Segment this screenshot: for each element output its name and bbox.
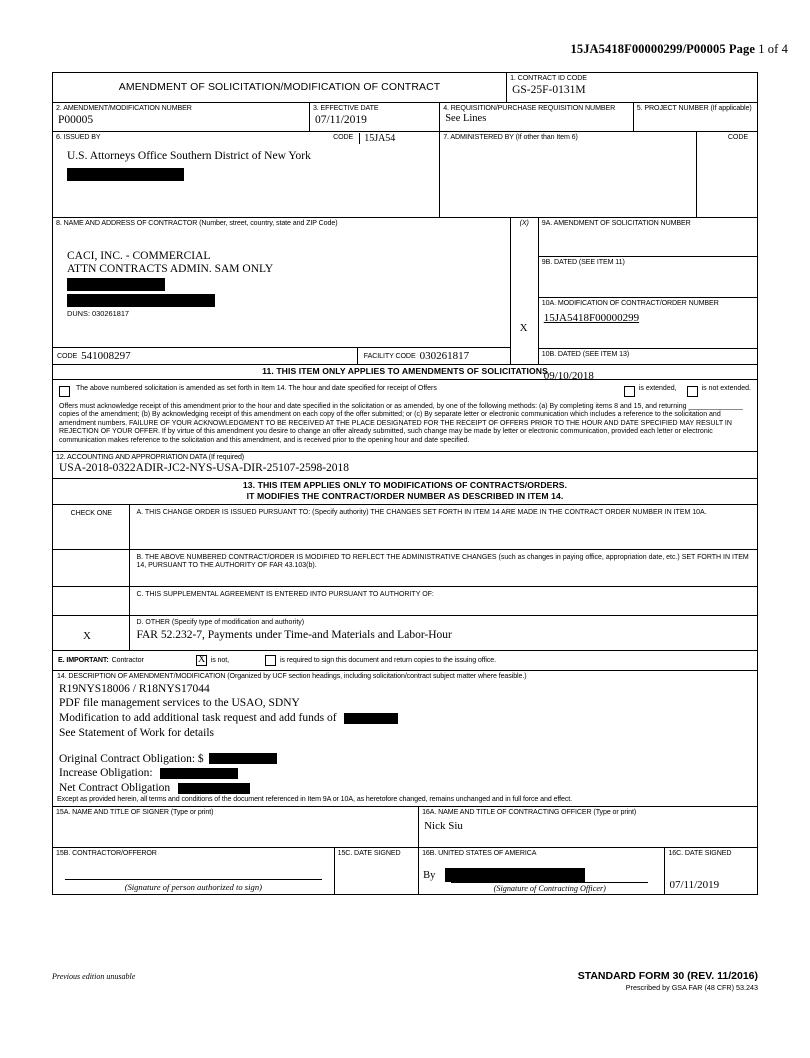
contractor-name: CACI, INC. - COMMERCIAL [67, 250, 211, 262]
field-9b [539, 257, 757, 298]
field10a-value: 15JA5418F00000299 [543, 312, 640, 325]
item11-content [53, 380, 757, 452]
field8-facility-value: 030261817 [419, 349, 470, 362]
contractor-code-row [53, 347, 510, 364]
header-page-number: 1 of 4 [758, 42, 788, 56]
item11-paragraph: Offers must acknowledge receipt of this amendment prior to the hour and date specified in the solicitation or as amended, by one of the following methods: (a) By completing items 8 and 15, and returning ______________ copies of the amendment; (b) By acknowledging receipt of this amendment on each copy of the offer submitted; or (c) By separate letter or electronic communication which includes a reference to the solicitation and amendment numbers. FAILURE OF YOUR ACKNOWLEDGMENT TO BE RECEIVED AT THE PLACE DESIGNATED FOR THE RECEIPT OF OFFERS PRIOR TO THE HOUR AND DATE SPECIFIED MAY RESULT IN REJECTION OF YOUR OFFER. If by virtue of this amendment you desire to change an offer already submitted, such change may be made by letter or electronic communication, provided each letter or electronic communication makes reference to the solicitation and this amendment, and is received prior to the opening hour and date specified. [59, 402, 743, 444]
item16b-by-label: By [423, 869, 436, 881]
row-item13-band [53, 479, 757, 504]
redaction-increase-obligation [160, 768, 238, 779]
item16b-signature-line [451, 882, 648, 883]
item12-value: USA-2018-0322ADIR-JC2-NYS-USA-DIR-25107-2598-2018 [59, 462, 350, 475]
item13-band [53, 479, 757, 503]
item14-line6-wrap [59, 766, 753, 781]
item13b-text: B. THE ABOVE NUMBERED CONTRACT/ORDER IS MODIFIED TO REFLECT THE ADMINISTRATIVE CHANGES (such as changes in paying office, appropriation date, etc.) SET FORTH IN ITEM 14, PURSUANT TO THE AUTHORITY OF FAR 43.103(b). [136, 553, 749, 570]
row-item12 [53, 452, 757, 479]
x-column-label: (X) [519, 219, 529, 227]
item13b-check-col[interactable] [53, 550, 130, 586]
field9b-label: 9B. DATED (SEE ITEM 11) [541, 258, 625, 266]
item13-band-line2: IT MODIFIES THE CONTRACT/ORDER NUMBER AS DESCRIBED IN ITEM 14. [246, 490, 564, 501]
footer-prev-edition: Previous edition unusable [52, 972, 136, 981]
field9a-label: 9A. AMENDMENT OF SOLICITATION NUMBER [541, 219, 691, 227]
item12 [53, 452, 757, 478]
check-one-label: CHECK ONE [70, 508, 112, 517]
field-9-10-group [539, 218, 757, 382]
item16c-cell [665, 848, 757, 894]
item16b-label: 16B. UNITED STATES OF AMERICA [422, 848, 537, 857]
item14-line1: R19NYS18006 / R18NYS17044 [59, 682, 210, 695]
field6-issuing-office: U.S. Attorneys Office Southern District of New York [67, 150, 311, 162]
item13e-isnot-checkbox[interactable] [196, 655, 207, 666]
field5-value [637, 112, 754, 114]
item16b-signature-caption: (Signature of Contracting Officer) [493, 884, 606, 894]
redaction-contractor-address2 [67, 294, 215, 307]
field10a-label: 10A. MODIFICATION OF CONTRACT/ORDER NUMBER [541, 299, 719, 307]
item13a-text: A. THIS CHANGE ORDER IS ISSUED PURSUANT TO: (Specify authority) THE CHANGES SET FORTH IN ITEM 14 ARE MADE IN THE CONTRACT ORDER NUMBER IN ITEM 10A. [136, 508, 707, 516]
item11-band: 11. THIS ITEM ONLY APPLIES TO AMENDMENTS OF SOLICITATIONS [262, 366, 548, 376]
row-signatures [53, 848, 757, 894]
item16a-value: Nick Siu [424, 819, 463, 832]
item14-line2: PDF file management services to the USAO, SDNY [59, 697, 300, 710]
item16c-value: 07/11/2019 [669, 879, 720, 892]
contractor-attn: ATTN CONTRACTS ADMIN. SAM ONLY [67, 263, 274, 275]
row-item11-band [53, 365, 757, 380]
item15c-label: 15C. DATE SIGNED [337, 848, 401, 857]
field1-label: 1. CONTRACT ID CODE [510, 74, 587, 82]
item13d-cell[interactable] [130, 616, 757, 650]
row-title [53, 73, 757, 103]
field8-code-value: 541008297 [81, 349, 131, 362]
item13c-check-col[interactable] [53, 587, 130, 615]
item13d-check-col[interactable] [53, 616, 130, 650]
item14-label: 14. DESCRIPTION OF AMENDMENT/MODIFICATION (Organized by UCF section headings, including solicitation/contract subject matter where feasible.) [57, 671, 527, 680]
item13c-text: C. THIS SUPPLEMENTAL AGREEMENT IS ENTERED INTO PURSUANT TO AUTHORITY OF: [136, 590, 434, 598]
item14-line3-wrap [59, 711, 753, 726]
field7-code-label: CODE [727, 133, 748, 141]
row-item14 [53, 671, 757, 807]
field1-value: GS-25F-0131M [512, 84, 586, 97]
item13a-cell[interactable] [130, 505, 757, 549]
footer-prescribed: Prescribed by GSA FAR (48 CFR) 53.243 [625, 983, 758, 992]
field-administered-by [440, 132, 757, 217]
item13e-contractor-label: Contractor [111, 655, 144, 664]
row-item13d [53, 616, 757, 651]
field4-value: See Lines [445, 113, 487, 125]
item16b-cell [419, 848, 665, 894]
item11-extended-checkbox[interactable] [624, 386, 635, 397]
item14-line5-wrap [59, 752, 753, 767]
field4-label: 4. REQUISITION/PURCHASE REQUISITION NUMBER [443, 104, 616, 112]
item14-line5: Original Contract Obligation: $ [59, 752, 204, 765]
item14-line6: Increase Obligation: [59, 767, 153, 780]
field6-code-value: 15JA54 [359, 133, 436, 144]
field10b-label: 10B. DATED (SEE ITEM 13) [541, 350, 630, 358]
row-item13e [53, 651, 757, 671]
item14-line7: Net Contract Obligation [59, 782, 171, 794]
row-item13a [53, 505, 757, 550]
field7-label: 7. ADMINISTERED BY (If other than Item 6) [443, 133, 578, 141]
row-signer-names [53, 807, 757, 848]
check-one-column [53, 505, 130, 549]
item14-line4: See Statement of Work for details [59, 726, 215, 739]
item12-label: 12. ACCOUNTING AND APPROPRIATION DATA (If required) [56, 453, 245, 462]
item11-amend-checkbox[interactable] [59, 386, 70, 397]
header-page-label: Page [728, 42, 755, 56]
item14-cell [53, 671, 757, 806]
item15b-cell [53, 848, 335, 894]
field-contract-id-code [507, 73, 757, 102]
item15a-label: 15A. NAME AND TITLE OF SIGNER (Type or print) [56, 807, 214, 816]
item15b-label: 15B. CONTRACTOR/OFFEROR [56, 848, 157, 857]
item14-body [57, 680, 753, 796]
field3-value: 07/11/2019 [314, 114, 367, 127]
field-9a [539, 218, 757, 257]
row-item11-content [53, 380, 757, 453]
item13b-cell[interactable] [130, 550, 757, 586]
field-x-column [511, 218, 539, 364]
item13e-required-checkbox[interactable] [265, 655, 276, 666]
field-issued-by [53, 132, 440, 217]
field-10a [539, 298, 757, 349]
field7-code-box [696, 132, 757, 217]
item11-line1: The above numbered solicitation is amended as set forth in Item 14. The hour and date specified for receipt of Offers [76, 384, 437, 392]
field2-value: P00005 [58, 114, 94, 127]
field5-label: 5. PROJECT NUMBER (If applicable) [636, 104, 752, 112]
field8-code-label: CODE [57, 351, 78, 360]
field2-label: 2. AMENDMENT/MODIFICATION NUMBER [56, 104, 192, 112]
item15a-cell [53, 807, 419, 847]
redaction-issued-by-address [67, 168, 184, 181]
redaction-added-funds [344, 713, 398, 724]
item15b-signature-line [65, 879, 322, 880]
item11-not-extended-label: is not extended. [701, 384, 751, 392]
field-requisition-number [440, 103, 634, 131]
item14-line3: Modification to add additional task request and add funds of [59, 712, 337, 725]
item13e-cell [53, 651, 757, 670]
form-title: AMENDMENT OF SOLICITATION/MODIFICATION OF CONTRACT [53, 73, 507, 102]
item15c-cell [335, 848, 419, 894]
item13c-cell[interactable] [130, 587, 757, 615]
item13e-isnot-label: is not, [210, 655, 229, 664]
field8-label: 8. NAME AND ADDRESS OF CONTRACTOR (Number, street, country, state and ZIP Code) [56, 219, 338, 227]
item16a-label: 16A. NAME AND TITLE OF CONTRACTING OFFICER (Type or print) [422, 807, 637, 816]
item11-extended-label: is extended, [638, 384, 677, 392]
redaction-net-obligation [178, 783, 250, 794]
item11-not-extended-checkbox[interactable] [687, 386, 698, 397]
redaction-contracting-officer-signature [445, 868, 585, 882]
item13e-required-label: is required to sign this document and return copies to the issuing office. [279, 655, 497, 664]
field3-label: 3. EFFECTIVE DATE [312, 104, 379, 112]
item13d-x-mark: X [83, 629, 91, 642]
field-amendment-number [53, 103, 310, 131]
field10b-value: 09/10/2018 [543, 370, 594, 382]
item16c-label: 16C. DATE SIGNED [668, 848, 732, 857]
item11-checkline [59, 385, 751, 397]
item14-line7-wrap [59, 781, 753, 796]
footer-standard-form: STANDARD FORM 30 (REV. 11/2016) [577, 970, 758, 982]
field6-code-label: CODE [333, 133, 354, 141]
item13d-value: FAR 52.232-7, Payments under Time-and Materials and Labor-Hour [136, 629, 452, 642]
footer-right [578, 970, 758, 992]
field6-label: 6. ISSUED BY [56, 133, 101, 141]
header-doc-number: 15JA5418F00000299/P00005 [570, 42, 726, 56]
row-item13c [53, 587, 757, 616]
item13e-label: E. IMPORTANT: [58, 655, 109, 664]
redaction-contractor-address1 [67, 278, 165, 291]
field-contractor [53, 218, 511, 364]
field-project-number [634, 103, 757, 131]
field8-facility-label: FACILITY CODE [357, 348, 420, 364]
item13d-text: D. OTHER (Specify type of modification and authority) [136, 618, 305, 626]
item13-band-line1: 13. THIS ITEM APPLIES ONLY TO MODIFICATIONS OF CONTRACTS/ORDERS. [242, 480, 568, 491]
row-issued-administered [53, 132, 757, 218]
redaction-original-obligation [209, 753, 277, 764]
document-header [571, 42, 789, 57]
item14-note: Except as provided herein, all terms and conditions of the document referenced in Item 9A or 10A, as heretofore changed, remains unchanged and in full force and effect. [57, 795, 573, 804]
contractor-duns: DUNS: 030261817 [67, 309, 130, 318]
row-item13b [53, 550, 757, 587]
mod-x-mark: X [519, 322, 528, 334]
row-mod-number [53, 103, 757, 132]
item16a-cell [419, 807, 757, 847]
item15b-signature-caption: (Signature of person authorized to sign) [124, 881, 262, 892]
field-effective-date [310, 103, 440, 131]
sf30-form [52, 72, 758, 895]
